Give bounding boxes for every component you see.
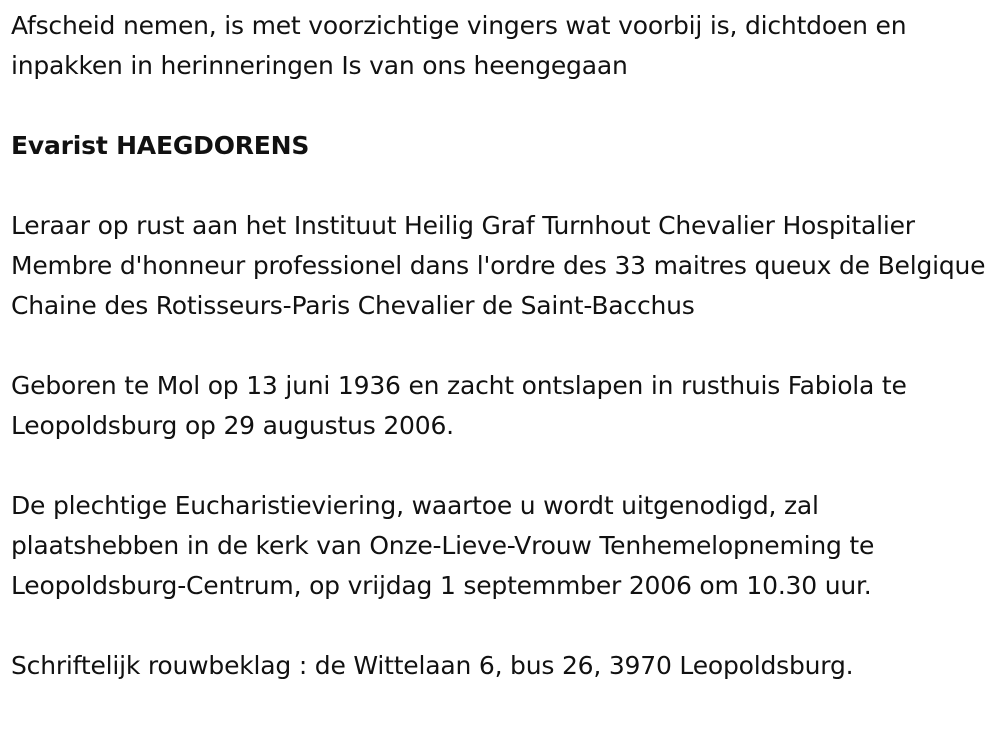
- condolences-text: Schriftelijk rouwbeklag : de Wittelaan 6, bus 26, 3970 Leopoldsburg.: [11, 651, 854, 680]
- birth-death-text: Geboren te Mol op 13 juni 1936 en zacht ontslapen in rusthuis Fabiola te Leopoldsburg op 29 augustus 2006.: [11, 371, 907, 440]
- deceased-name: Evarist HAEGDORENS: [11, 131, 310, 160]
- ceremony-text: De plechtige Eucharistieviering, waartoe u wordt uitgenodigd, zal plaatshebben in de kerk van Onze-Lieve-Vrouw Tenhemelopneming te Leopoldsburg-Centrum, op vrijdag 1 septemmber 2006 om 10.30 uur.: [11, 491, 875, 600]
- titles-text: Leraar op rust aan het Instituut Heilig Graf Turnhout Chevalier Hospitalier Membre d'honneur professionel dans l'ordre des 33 maitres queux de Belgique Chaine des Rotisseurs-Paris Chevalier de Saint-Bacchus: [11, 211, 986, 320]
- obituary-notice: [11, 6, 991, 686]
- intro-text: Afscheid nemen, is met voorzichtige vingers wat voorbij is, dichtdoen en inpakken in herinneringen Is van ons heengegaan: [11, 11, 907, 80]
